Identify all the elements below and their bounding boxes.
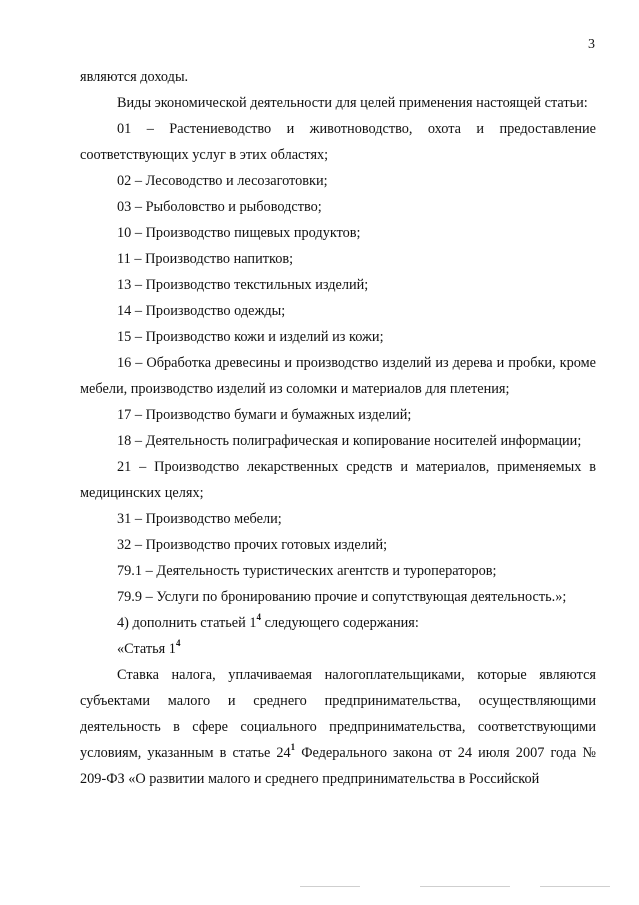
article-heading-text: «Статья 1 [117,641,176,657]
activity-item: 17 – Производство бумаги и бумажных изделий; [117,407,412,423]
activity-item: 13 – Производство текстильных изделий; [117,277,369,293]
activity-item: 16 – Обработка древесины и производство изделий из дерева и пробки, кроме мебели, производство изделий из соломки и материалов для плетения; [80,355,596,397]
article-paragraph-text: Ставка налога, уплачиваемая налогоплательщиками, которые являются субъектами малого и среднего предпринимательства, осуществляющими деятельность в сфере социального предпринимательства, соответствующими условиям, указанным в статье 24 [80,667,596,761]
amendment-item-4 [80,610,596,636]
amendment-item-4-tail: следующего содержания: [261,615,419,631]
superscript: 4 [256,612,262,623]
amendment-item-4-text: 4) дополнить статьей 1 [117,615,257,631]
article-heading [80,636,596,662]
document-body [80,64,596,792]
page-number: 3 [588,37,595,52]
activity-item: 18 – Деятельность полиграфическая и копирование носителей информации; [117,433,582,449]
activity-item: 03 – Рыболовство и рыбоводство; [117,199,322,215]
superscript: 1 [290,742,296,753]
activity-item: 10 – Производство пищевых продуктов; [117,225,361,241]
activity-item: 15 – Производство кожи и изделий из кожи; [117,329,384,345]
activity-item: 32 – Производство прочих готовых изделий; [117,537,388,553]
activity-item: 31 – Производство мебели; [117,511,282,527]
activity-item: 21 – Производство лекарственных средств и материалов, применяемых в медицинских целях; [80,459,596,501]
continuation-line: являются доходы. [80,69,189,85]
activity-item: 02 – Лесоводство и лесозаготовки; [117,173,328,189]
scan-artifact-line [420,886,510,887]
activity-item: 11 – Производство напитков; [117,251,294,267]
scan-artifact-line [300,886,360,887]
article-paragraph [80,662,596,792]
article-paragraph-tail: Федерального закона от 24 июля 2007 года № 209-ФЗ «О развитии малого и среднего предпринимательства в Российской [80,745,597,787]
activity-list [80,116,596,610]
activity-item: 14 – Производство одежды; [117,303,286,319]
intro-paragraph: Виды экономической деятельности для целей применения настоящей статьи: [117,95,588,111]
superscript: 4 [175,638,181,649]
activity-item: 79.1 – Деятельность туристических агентств и туроператоров; [117,563,497,579]
activity-item: 01 – Растениеводство и животноводство, охота и предоставление соответствующих услуг в этих областях; [80,121,596,163]
scan-artifact-line [540,886,610,887]
activity-item: 79.9 – Услуги по бронированию прочие и сопутствующая деятельность.»; [117,589,567,605]
